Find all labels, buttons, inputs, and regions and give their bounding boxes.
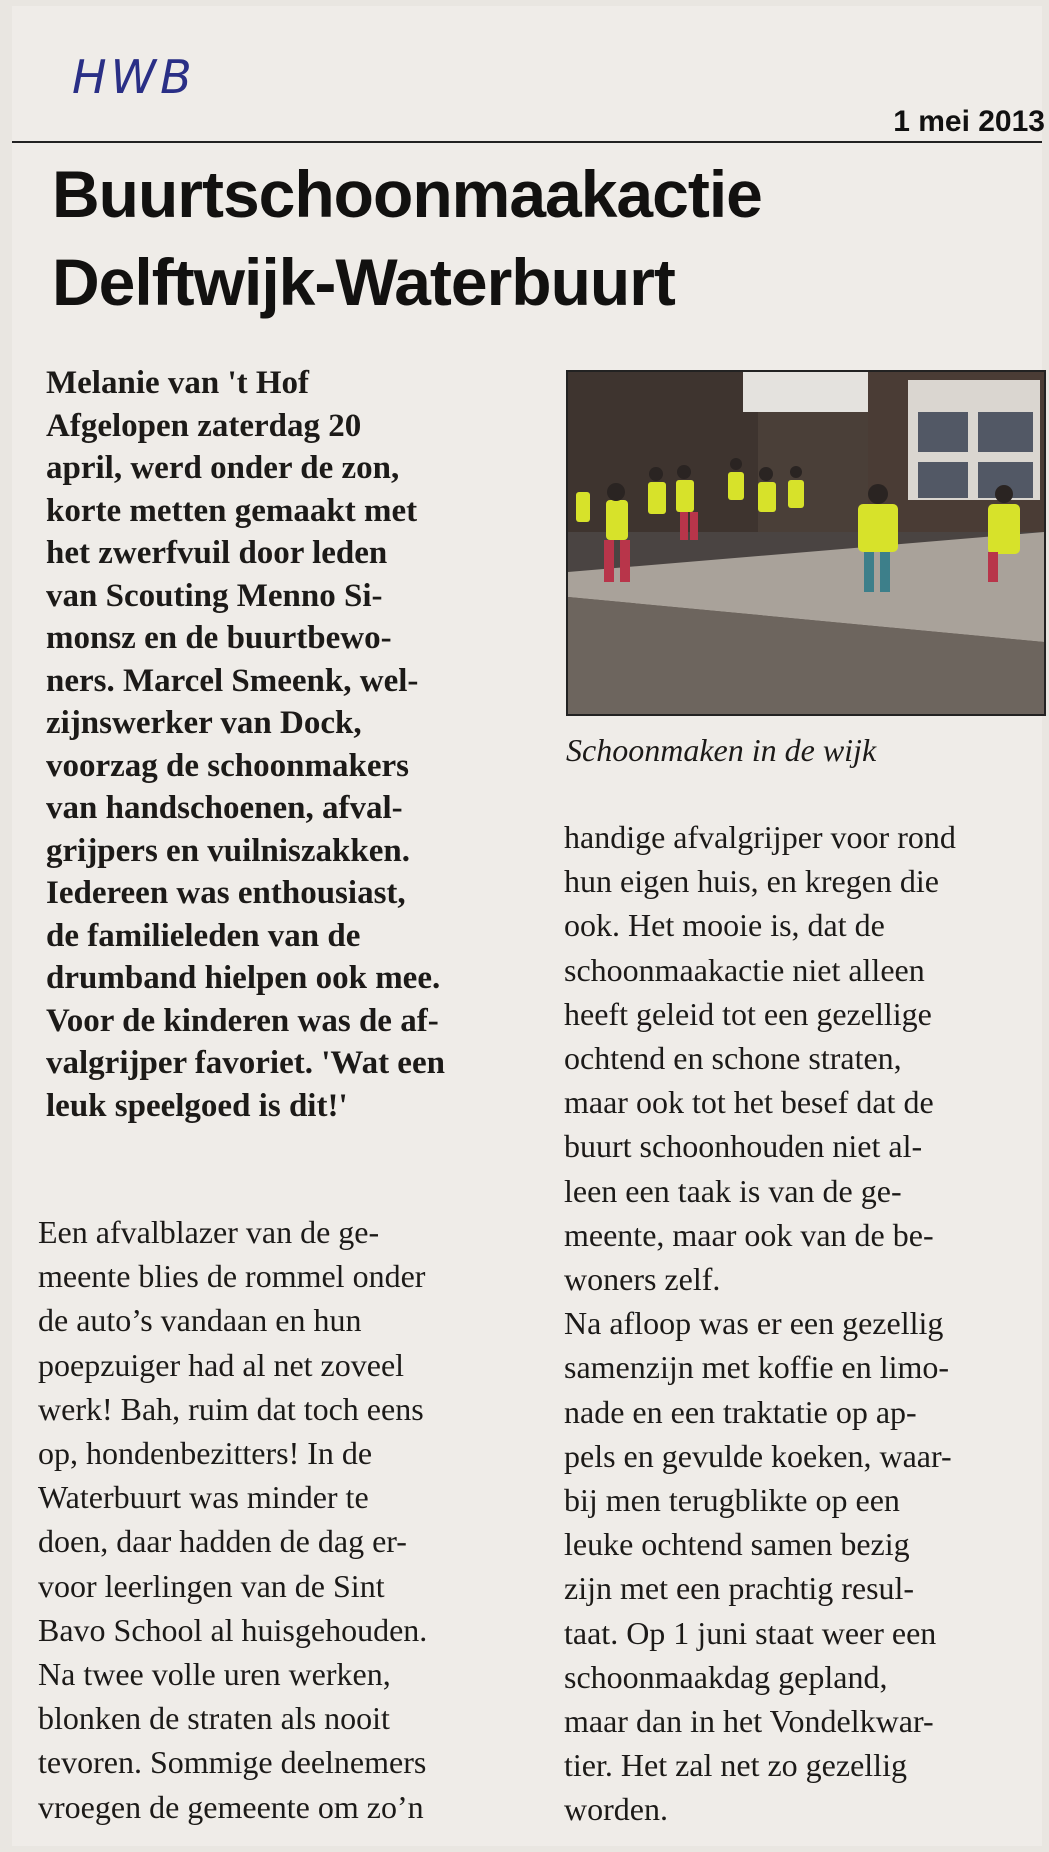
body-line: heeft geleid tot een gezellige — [564, 995, 932, 1032]
lead-line: april, werd onder de zon, — [46, 450, 400, 486]
handwritten-note: HWB — [72, 50, 196, 104]
body-line: Een afvalblazer van de ge- — [38, 1214, 380, 1250]
body-line: schoonmaakdag gepland, — [564, 1658, 888, 1695]
publication-date: 1 mei 2013 — [893, 105, 1045, 138]
headline-line: Delftwijk-Waterbuurt — [52, 245, 675, 319]
body-line: woners zelf. — [564, 1261, 721, 1298]
lead-line: leuk speelgoed is dit!' — [46, 1087, 348, 1124]
body-line: tevoren. Sommige deelnemers — [38, 1744, 427, 1781]
body-line: buurt schoonhouden niet al- — [564, 1128, 923, 1165]
body-line: hun eigen huis, en kregen die — [564, 863, 939, 900]
body-line: Na afloop was er een gezellig — [564, 1305, 944, 1342]
lead-line: Melanie van 't Hof — [46, 365, 310, 401]
body-line: meente, maar ook van de be- — [564, 1216, 934, 1253]
body-line: Bavo School al huisgehouden. — [38, 1611, 428, 1648]
article-body-left — [38, 1210, 427, 1829]
body-line: poepzuiger had al net zoveel — [38, 1346, 405, 1383]
lead-line: voorzag de schoonmakers — [46, 747, 409, 784]
body-line: Waterbuurt was minder te — [38, 1479, 369, 1516]
body-line: maar dan in het Vondelkwar- — [564, 1703, 934, 1740]
body-line: ook. Het mooie is, dat de — [564, 907, 885, 944]
body-line: zijn met een prachtig resul- — [564, 1570, 915, 1607]
lead-line: zijnswerker van Dock, — [46, 705, 362, 741]
body-line: voor leerlingen van de Sint — [38, 1567, 385, 1604]
lead-line: van Scouting Menno Si- — [46, 577, 383, 614]
lead-line: korte metten gemaakt met — [46, 492, 418, 529]
body-line: maar ook tot het besef dat de — [564, 1084, 934, 1121]
body-line: Na twee volle uren werken, — [38, 1656, 391, 1693]
header-rule — [12, 141, 1042, 143]
body-line: op, hondenbezitters! In de — [38, 1435, 373, 1472]
lead-line: drumband hielpen ook mee. — [46, 960, 441, 996]
body-line: samenzijn met koffie en limo- — [564, 1349, 950, 1386]
lead-line: grijpers en vuilniszakken. — [46, 832, 410, 869]
body-line: blonken de straten als nooit — [38, 1700, 390, 1737]
body-line: de auto’s vandaan en hun — [38, 1302, 362, 1339]
lead-line: van handschoenen, afval- — [46, 790, 403, 826]
body-line: schoonmaakactie niet alleen — [564, 951, 925, 988]
headline-line: Buurtschoonmaakactie — [52, 157, 762, 231]
body-line: doen, daar hadden de dag er- — [38, 1523, 407, 1560]
photo-children-cleaning — [568, 372, 1044, 714]
body-line: tier. Het zal net zo gezellig — [564, 1747, 907, 1784]
body-line: vroegen de gemeente om zo’n — [38, 1788, 424, 1825]
body-line: werk! Bah, ruim dat toch eens — [38, 1390, 424, 1427]
body-line: pels en gevulde koeken, waar- — [564, 1437, 952, 1474]
lead-line: de familieleden van de — [46, 917, 361, 954]
body-line: leuke ochtend samen bezig — [564, 1526, 910, 1563]
lead-line: Voor de kinderen was de af- — [46, 1002, 439, 1039]
body-line: bij men terugblikte op een — [564, 1482, 900, 1519]
body-line: handige afvalgrijper voor rond — [564, 819, 956, 855]
lead-line: het zwerfvuil door leden — [46, 535, 388, 571]
body-line: taat. Op 1 juni staat weer een — [564, 1614, 937, 1651]
photo-caption: Schoonmaken in de wijk — [566, 732, 877, 768]
headline — [52, 150, 1012, 326]
article-lead — [46, 362, 445, 1127]
body-line: leen een taak is van de ge- — [564, 1172, 902, 1209]
article-body-right — [564, 815, 956, 1832]
body-line: worden. — [564, 1791, 668, 1828]
lead-line: monsz en de buurtbewo- — [46, 620, 392, 656]
body-line: ochtend en schone straten, — [564, 1040, 902, 1077]
lead-line: Iedereen was enthousiast, — [46, 875, 406, 911]
lead-line: valgrijper favoriet. 'Wat een — [46, 1045, 445, 1081]
body-line: nade en een traktatie op ap- — [564, 1393, 917, 1430]
lead-line: Afgelopen zaterdag 20 — [46, 407, 362, 444]
lead-line: ners. Marcel Smeenk, wel- — [46, 662, 419, 699]
body-line: meente blies de rommel onder — [38, 1258, 426, 1295]
article-photo — [566, 370, 1046, 716]
